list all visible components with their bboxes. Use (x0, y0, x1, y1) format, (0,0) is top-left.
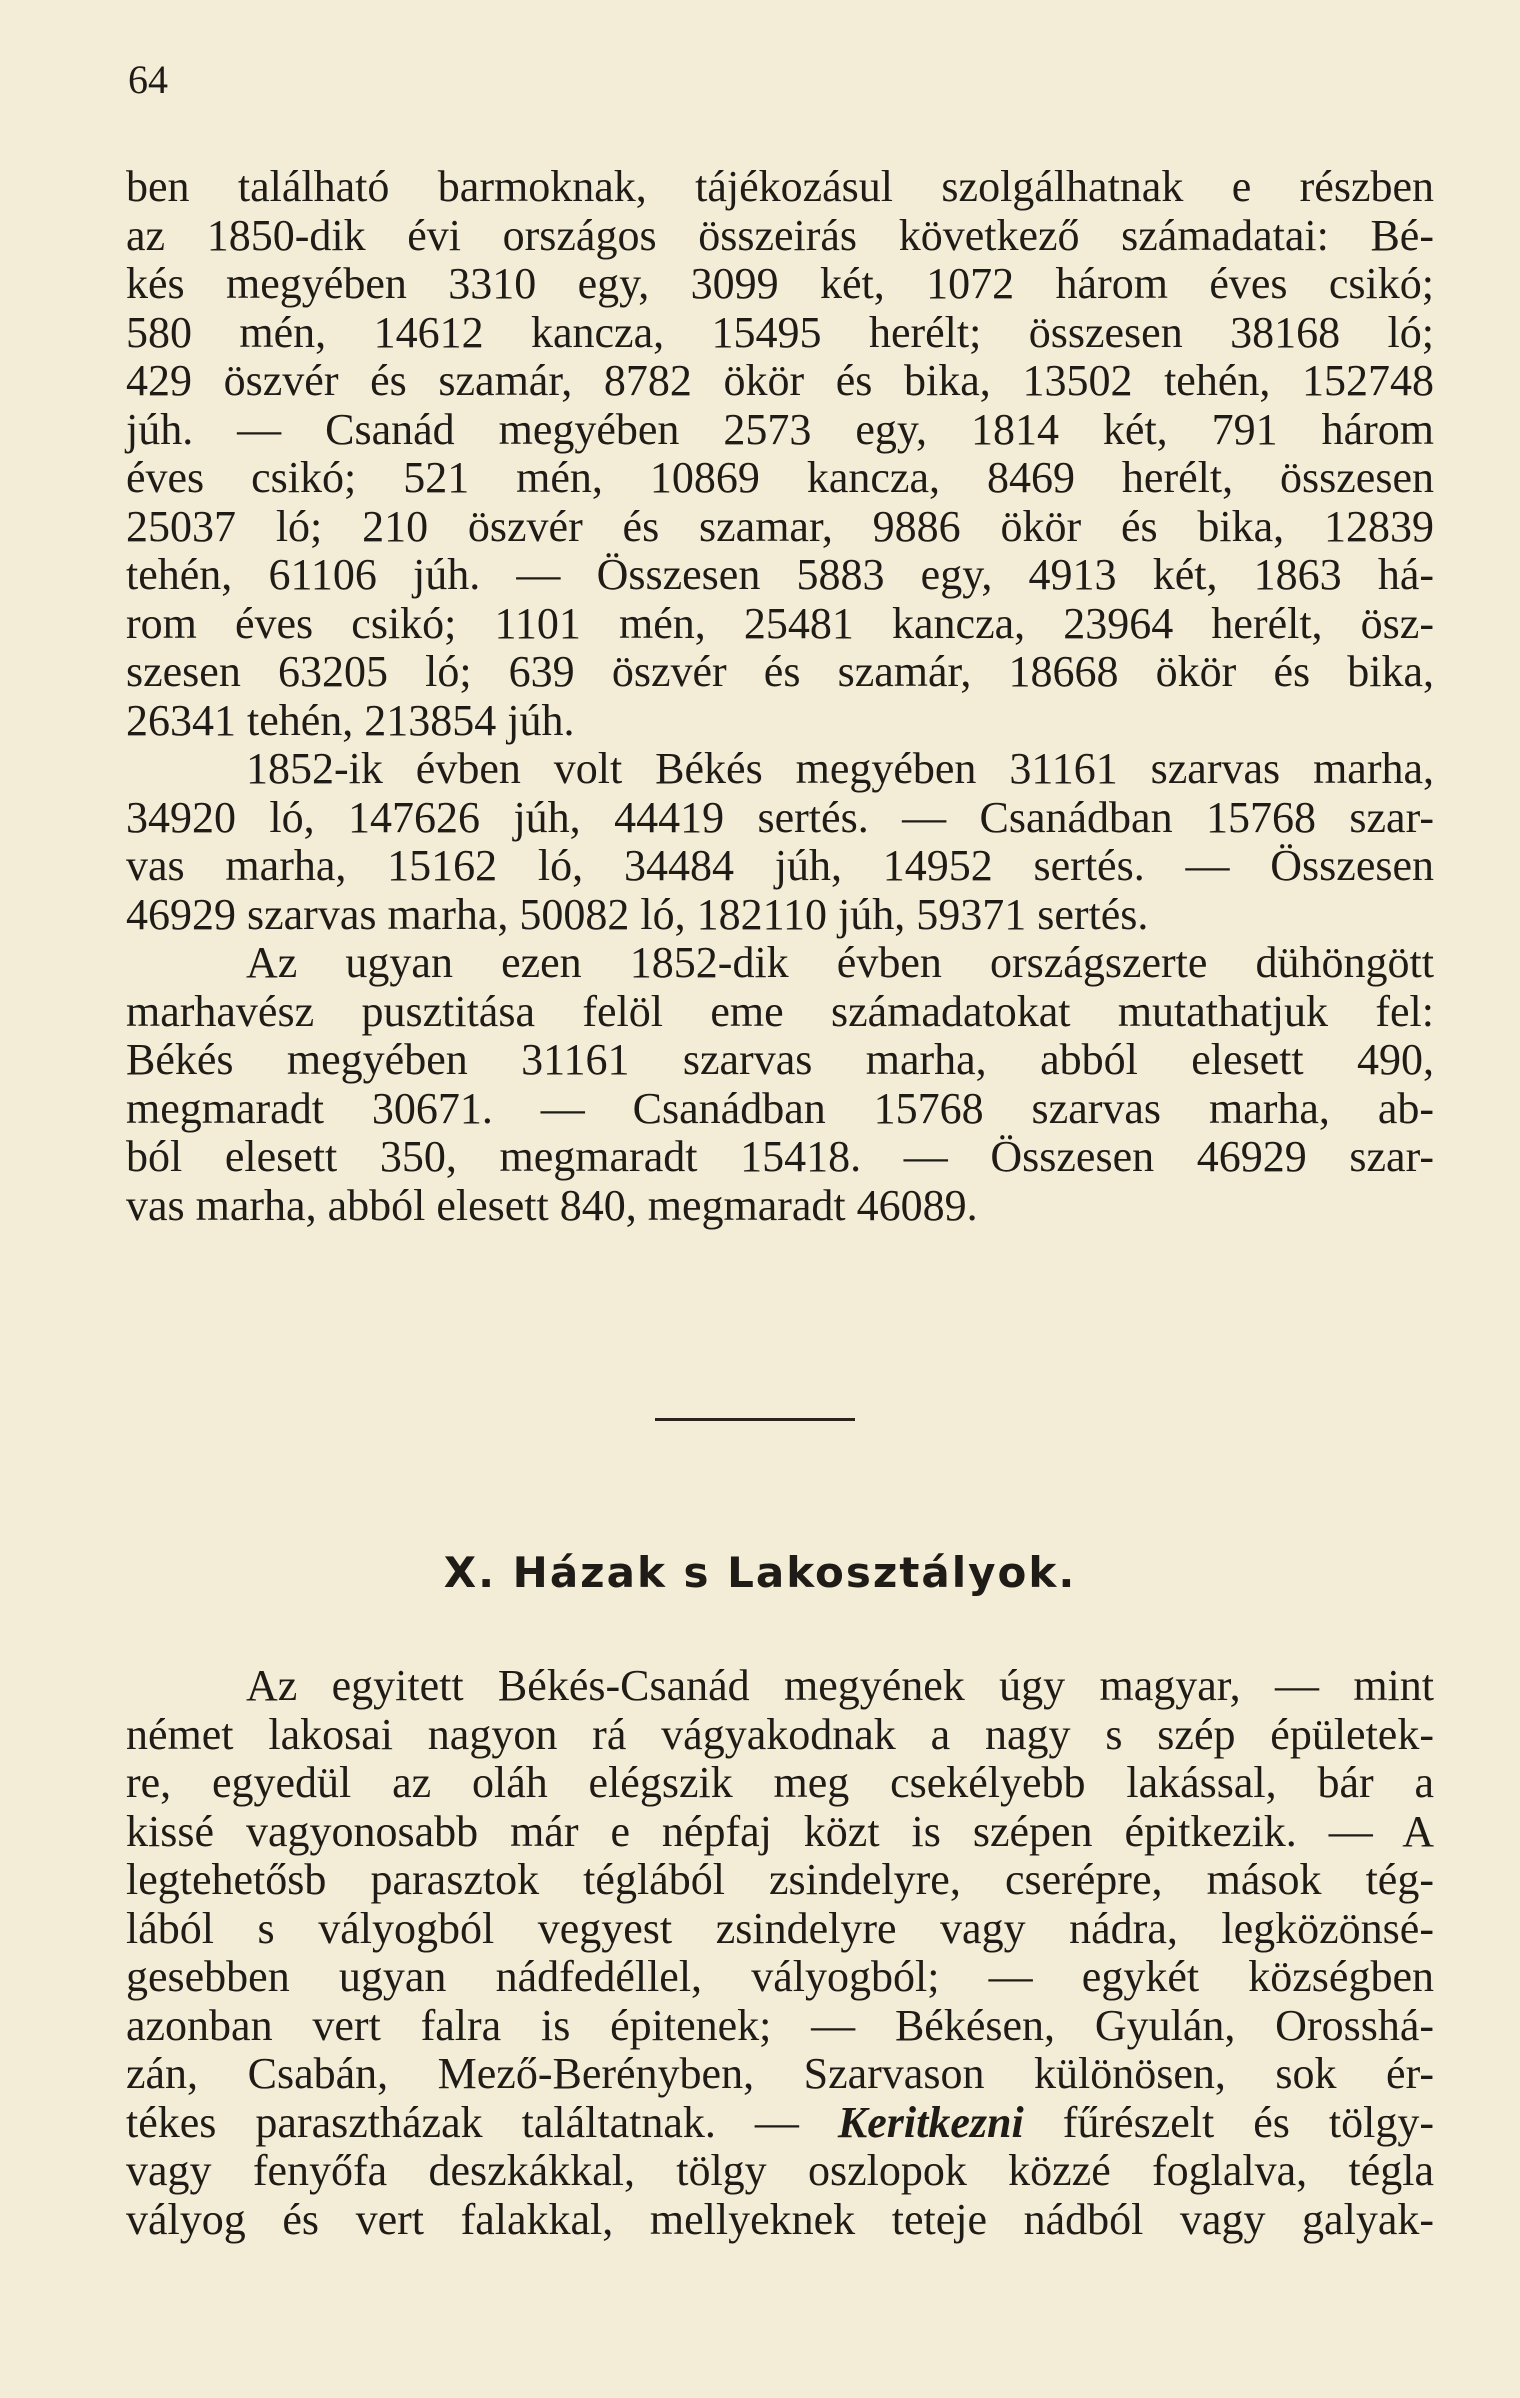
text-line: Az ugyan ezen 1852-dik évben országszerte dühöngött (246, 938, 1434, 987)
text-line: rom éves csikó; 1101 mén, 25481 kancza, 23964 herélt, ösz- (126, 598, 1434, 648)
text-line: 46929 szarvas marha, 50082 ló, 182110 júh, 59371 sertés. (126, 889, 1149, 939)
text-line-start: tékes parasztházak találtatnak. — (126, 2097, 799, 2147)
text-line: 25037 ló; 210 öszvér és szamar, 9886 ökör és bika, 12839 (126, 501, 1434, 551)
text-line: megmaradt 30671. — Csanádban 15768 szarvas marha, ab- (126, 1083, 1434, 1133)
text-line: 580 mén, 14612 kancza, 15495 herélt; összesen 38168 ló; (126, 307, 1434, 357)
text-line: vas marha, 15162 ló, 34484 júh, 14952 sertés. — Összesen (126, 841, 1434, 890)
text-line-end: fűrészelt és tölgy- (1062, 2097, 1435, 2147)
section-heading: X. Házak s Lakosztályok. (443, 1548, 1077, 1597)
page-number: 64 (128, 57, 168, 102)
text-line: ben található barmoknak, tájékozásul szolgálhatnak e részben (126, 162, 1434, 211)
text-line: júh. — Csanád megyében 2573 egy, 1814 két, 791 három (126, 404, 1434, 454)
text-line: lából s vályogból vegyest zsindelyre vagy nádra, legközönsé- (126, 1903, 1434, 1953)
body-text-block (126, 163, 1434, 1230)
text-line: Az egyitett Békés-Csanád megyének úgy magyar, — mint (246, 1661, 1434, 1710)
text-line: az 1850-dik évi országos összeirás következő számadatai: Bé- (126, 210, 1434, 260)
text-line: legtehetősb parasztok téglából zsindelyre, cserépre, mások tég- (126, 1855, 1434, 1904)
text-line: kés megyében 3310 egy, 3099 két, 1072 három éves csikó; (126, 259, 1434, 308)
emphasized-word: Keritkezni (837, 2097, 1024, 2147)
text-line: 26341 tehén, 213854 júh. (126, 695, 575, 745)
text-line: német lakosai nagyon rá vágyakodnak a nagy s szép épületek- (126, 1709, 1434, 1759)
text-line: marhavész pusztitása felöl eme számadatokat mutathatjuk fel: (126, 986, 1434, 1036)
text-line: tehén, 61106 júh. — Összesen 5883 egy, 4913 két, 1863 há- (126, 550, 1434, 599)
text-line: zán, Csabán, Mező-Berényben, Szarvason különösen, sok ér- (126, 2049, 1434, 2098)
text-line: Békés megyében 31161 szarvas marha, abból elesett 490, (126, 1035, 1434, 1084)
text-line: kissé vagyonosabb már e népfaj közt is szépen épitkezik. — A (126, 1806, 1434, 1856)
text-line: ból elesett 350, megmaradt 15418. — Összesen 46929 szar- (126, 1132, 1434, 1181)
body-text-block (126, 1662, 1434, 2244)
text-line: vas marha, abból elesett 840, megmaradt 46089. (126, 1180, 978, 1230)
text-line: vályog és vert falakkal, mellyeknek teteje nádból vagy galyak- (126, 2194, 1434, 2244)
section-divider (655, 1418, 855, 1421)
text-line: gesebben ugyan nádfedéllel, vályogból; — egykét községben (126, 1952, 1434, 2001)
text-line: azonban vert falra is épitenek; — Békésen, Gyulán, Orosshá- (126, 2000, 1434, 2050)
text-line: 429 öszvér és szamár, 8782 ökör és bika, 13502 tehén, 152748 (126, 356, 1434, 405)
text-line: éves csikó; 521 mén, 10869 kancza, 8469 herélt, összesen (126, 453, 1434, 502)
text-line: 1852-ik évben volt Békés megyében 31161 szarvas marha, (246, 744, 1434, 793)
text-line: vagy fenyőfa deszkákkal, tölgy oszlopok közzé foglalva, tégla (126, 2146, 1434, 2195)
text-line (126, 2099, 1434, 2148)
text-line: 34920 ló, 147626 júh, 44419 sertés. — Csanádban 15768 szar- (126, 792, 1434, 842)
text-line: re, egyedül az oláh elégszik meg csekélyebb lakással, bár a (126, 1758, 1434, 1807)
text-line: szesen 63205 ló; 639 öszvér és szamár, 18668 ökör és bika, (126, 647, 1434, 696)
